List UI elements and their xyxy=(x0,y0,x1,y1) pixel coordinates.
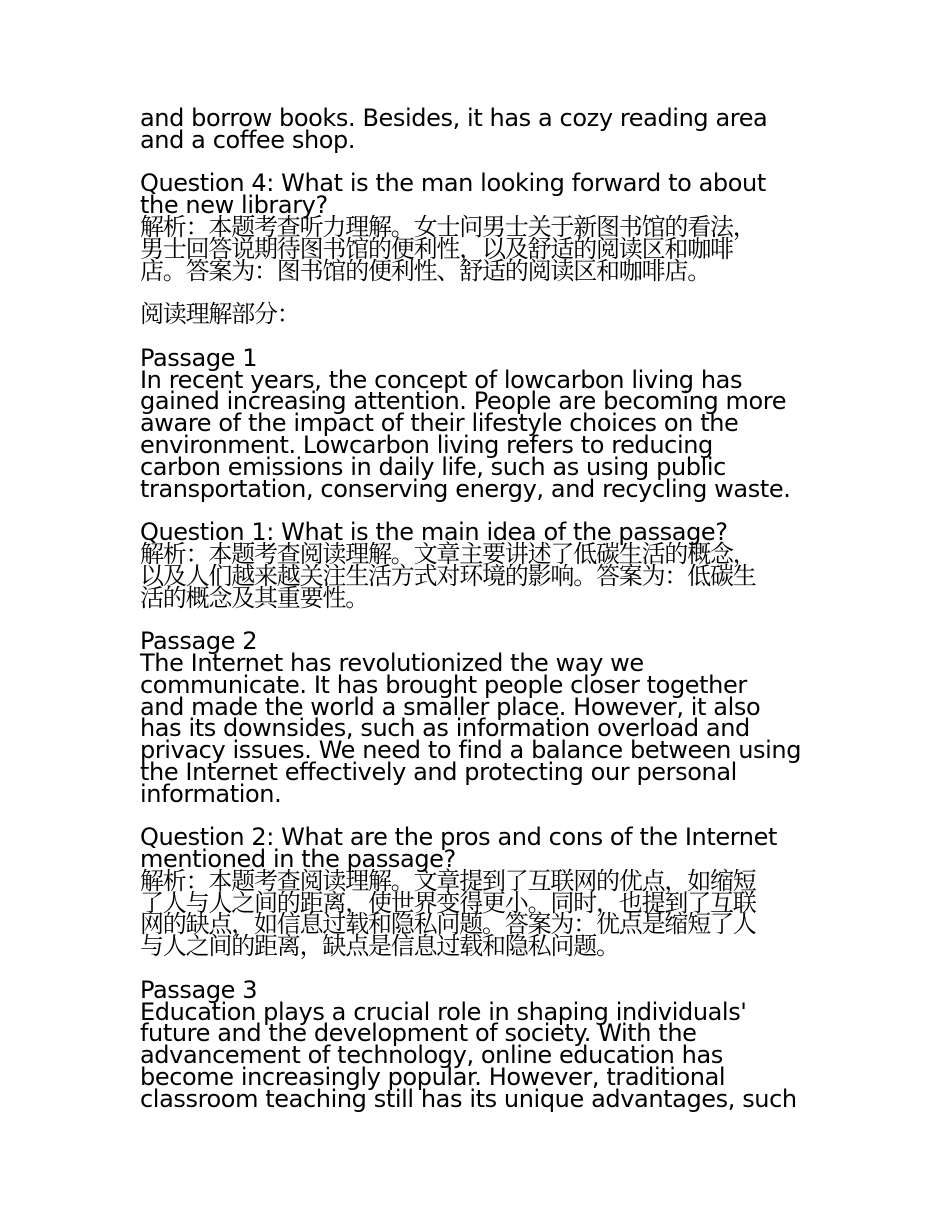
passage-text-line: The Internet has revolutionized the way we xyxy=(140,648,644,677)
analysis-text-line: 以及人们越来越关注生活方式对环境的影响。答案为：低碳生 xyxy=(140,561,756,590)
document-page xyxy=(140,104,820,1132)
text-line: and a coffee shop. xyxy=(140,125,356,154)
question-text-line: the new library? xyxy=(140,191,328,220)
reading-question-1 xyxy=(140,518,820,612)
analysis-text-line: 店。答案为：图书馆的便利性、舒适的阅读区和咖啡店。 xyxy=(140,256,710,285)
passage-text-line: become increasingly popular. However, traditional xyxy=(140,1063,726,1092)
passage-3 xyxy=(140,975,820,1113)
listening-question-4 xyxy=(140,169,820,285)
text-line: and borrow books. Besides, it has a cozy reading area xyxy=(140,104,768,132)
analysis-text-line: 网的缺点，如信息过载和隐私问题。答案为：优点是缩短了人 xyxy=(140,910,756,939)
analysis-text-line: 解析：本题考查听力理解。女士问男士关于新图书馆的看法， xyxy=(140,212,756,241)
question-text-line: Question 4: What is the man looking forward to about xyxy=(140,169,766,198)
passage-text-line: information. xyxy=(140,779,282,808)
analysis-text-line: 与人之间的距离，缺点是信息过载和隐私问题。 xyxy=(140,932,619,961)
analysis-text-line: 解析：本题考查阅读理解。文章主要讲述了低碳生活的概念， xyxy=(140,539,756,568)
question-text-line: Question 2: What are the pros and cons of the Internet xyxy=(140,823,777,852)
passage-text-line: has its downsides, such as information overload and xyxy=(140,714,750,743)
analysis-text-line: 了人与人之间的距离，使世界变得更小。同时，也提到了互联 xyxy=(140,888,756,917)
question-text-line: mentioned in the passage? xyxy=(140,845,456,874)
passage-2 xyxy=(140,627,820,808)
passage-1 xyxy=(140,343,820,503)
analysis-text-line: 男士回答说期待图书馆的便利性，以及舒适的阅读区和咖啡 xyxy=(140,234,733,263)
analysis-text-line: 解析：本题考查阅读理解。文章提到了互联网的优点，如缩短 xyxy=(140,866,756,895)
passage-text-line: gained increasing attention. People are becoming more xyxy=(140,387,787,416)
passage-title: Passage 1 xyxy=(140,343,258,372)
passage-text-line: future and the development of society. With the xyxy=(140,1019,697,1048)
passage-text-line: aware of the impact of their lifestyle choices on the xyxy=(140,409,739,438)
passage-text-line: carbon emissions in daily life, such as using public xyxy=(140,452,726,481)
passage-text-line: classroom teaching still has its unique advantages, such xyxy=(140,1084,797,1113)
passage-text-line: transportation, conserving energy, and recycling waste. xyxy=(140,474,791,503)
passage-text-line: environment. Lowcarbon living refers to reducing xyxy=(140,430,713,459)
passage-text-line: and made the world a smaller place. However, it also xyxy=(140,692,761,721)
passage-text-line: advancement of technology, online education has xyxy=(140,1041,723,1070)
section-heading-reading xyxy=(140,300,820,329)
passage-text-line: Education plays a crucial role in shaping individuals' xyxy=(140,997,747,1026)
reading-question-2 xyxy=(140,823,820,961)
paragraph-intro-continuation xyxy=(140,104,820,154)
analysis-text-line: 活的概念及其重要性。 xyxy=(140,583,368,612)
passage-title: Passage 3 xyxy=(140,975,258,1004)
heading-text-line: 阅读理解部分： xyxy=(140,300,300,329)
passage-text-line: communicate. It has brought people closer together xyxy=(140,670,747,699)
passage-text-line: In recent years, the concept of lowcarbon living has xyxy=(140,365,743,394)
question-text-line: Question 1: What is the main idea of the passage? xyxy=(140,518,728,547)
passage-text-line: privacy issues. We need to find a balance between using xyxy=(140,736,802,765)
passage-text-line: the Internet effectively and protecting our personal xyxy=(140,757,737,786)
passage-title: Passage 2 xyxy=(140,627,258,656)
